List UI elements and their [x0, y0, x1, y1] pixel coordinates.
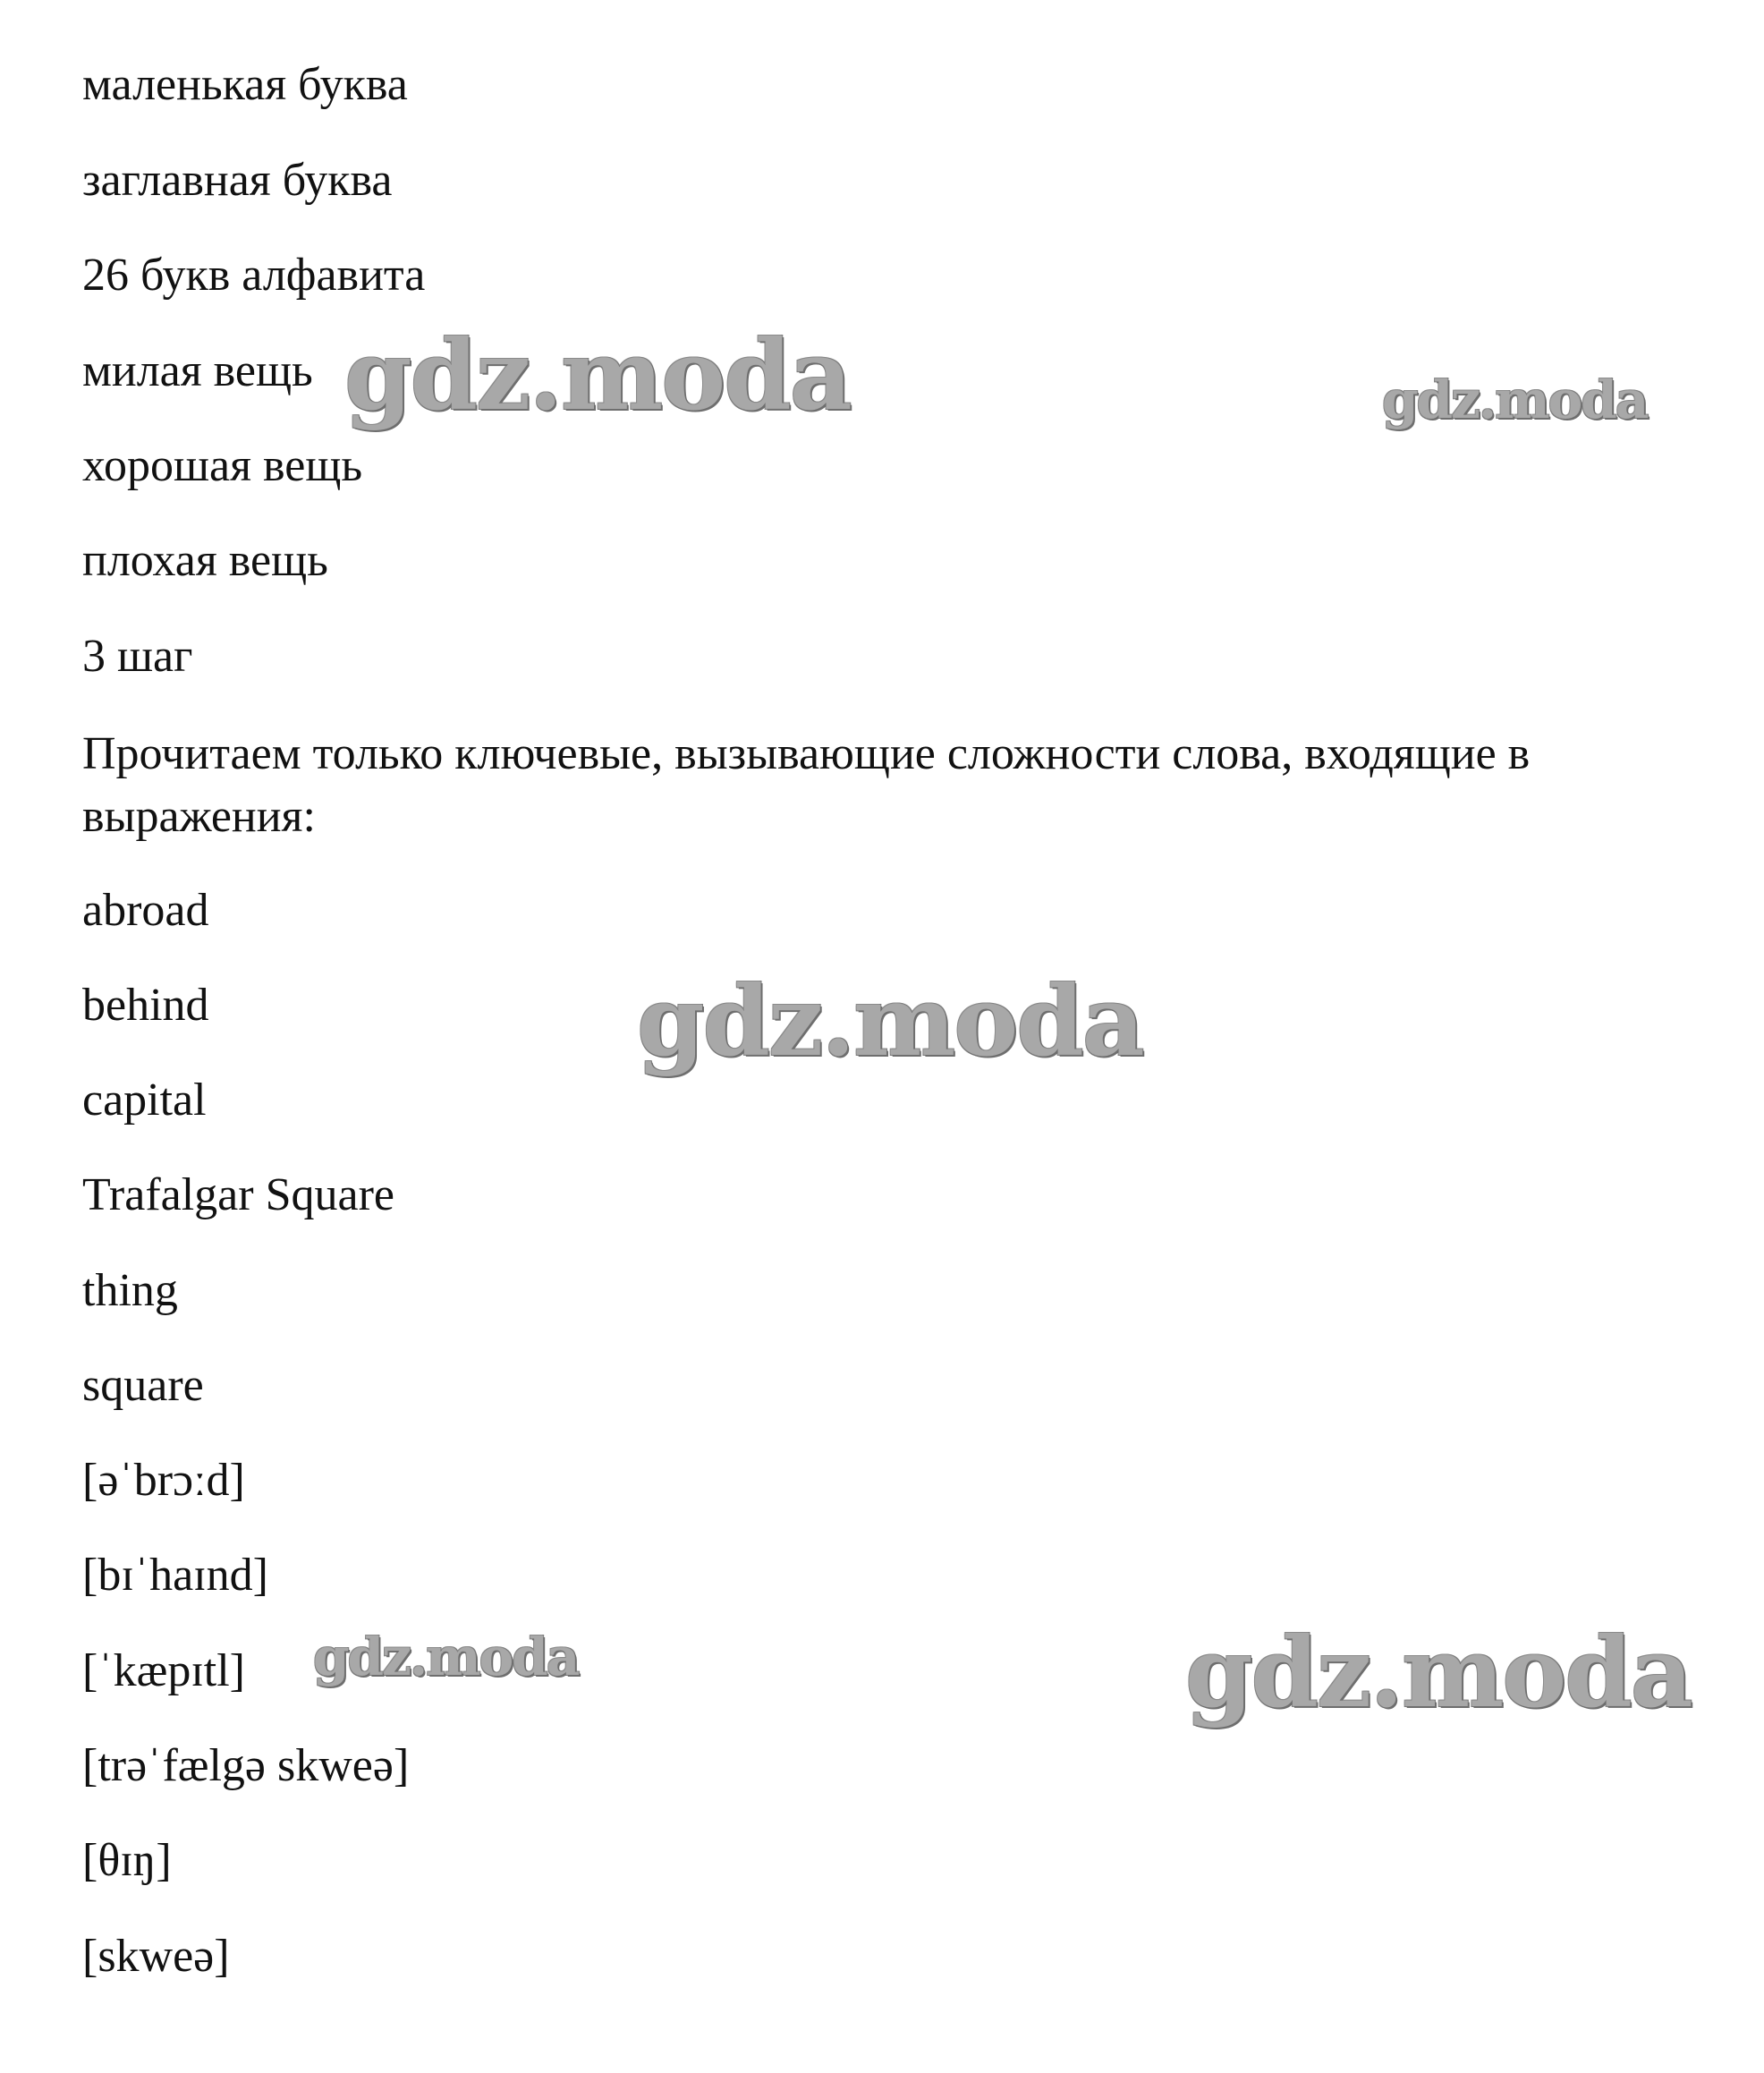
transcription-2: [bɪˈhaɪnd] [82, 1550, 268, 1601]
watermark-4: gdz.moda [313, 1627, 579, 1687]
instruction-paragraph: Прочитаем только ключевые, вызывающие сложности слова, входящие в выражения: [82, 728, 1531, 842]
text-line-2: заглавная буква [82, 155, 393, 206]
word-6: square [82, 1360, 204, 1411]
watermark-5: gdz.moda [1185, 1617, 1692, 1729]
transcription-6: [skweə] [82, 1931, 230, 1982]
watermark-3: gdz.moda [637, 965, 1143, 1078]
transcription-4: [trəˈfælgə skweə] [82, 1740, 410, 1791]
text-line-6: плохая вещь [82, 535, 328, 586]
transcription-5: [θɪŋ] [82, 1835, 172, 1886]
word-5: thing [82, 1265, 178, 1316]
watermark-2: gdz.moda [1382, 370, 1648, 430]
text-line-4: милая вещь [82, 345, 313, 396]
text-line-7: 3 шаг [82, 631, 193, 682]
transcription-1: [əˈbrɔːd] [82, 1455, 245, 1506]
text-line-5: хорошая вещь [82, 440, 363, 491]
text-line-1: маленькая буква [82, 59, 408, 110]
word-4: Trafalgar Square [82, 1169, 394, 1220]
transcription-3: [ˈkæpɪtl] [82, 1645, 245, 1696]
word-3: capital [82, 1075, 207, 1126]
word-2: behind [82, 980, 209, 1031]
word-1: abroad [82, 885, 209, 936]
text-line-3: 26 букв алфавита [82, 250, 426, 301]
watermark-1: gdz.moda [344, 319, 851, 432]
